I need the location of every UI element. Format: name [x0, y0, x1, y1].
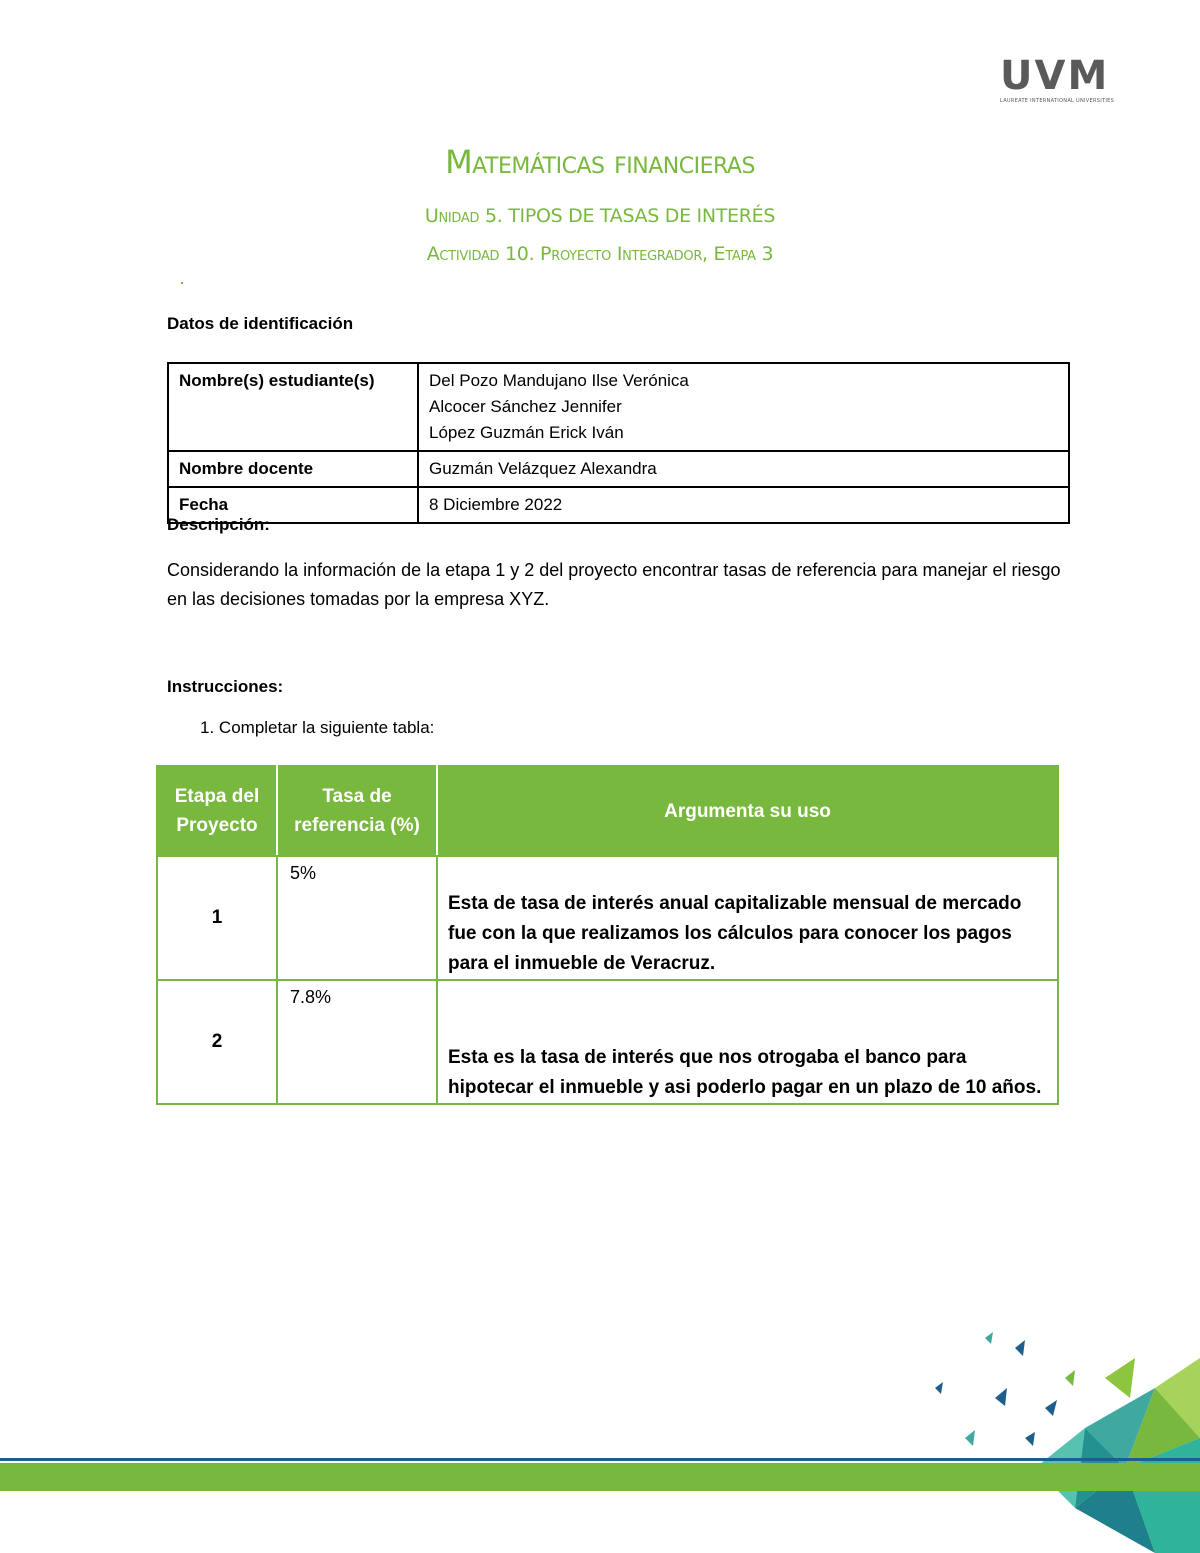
document-title: Matemáticas financieras — [445, 143, 755, 181]
argument-cell: Esta es la tasa de interés que nos otrogaba el banco para hipotecar el inmueble y asi poderlo pagar en un plazo de 10 años. — [437, 980, 1058, 1104]
teacher-value: Guzmán Velázquez Alexandra — [418, 451, 1069, 487]
date-row — [168, 487, 1069, 523]
decorative-dot — [181, 282, 183, 284]
argument-cell: Esta de tasa de interés anual capitalizable mensual de mercado fue con la que realizamos los cálculos para conocer los pagos para el inmueble de Veracruz. — [437, 856, 1058, 980]
polygon-shape — [1045, 1400, 1057, 1416]
student-name: Alcocer Sánchez Jennifer — [429, 397, 622, 416]
polygon-shape — [935, 1382, 943, 1394]
logo-wordmark: UVM — [1000, 53, 1110, 99]
date-value: 8 Diciembre 2022 — [418, 487, 1069, 523]
unit-subtitle: Unidad 5. TIPOS DE TASAS DE INTERÉS — [424, 205, 776, 227]
footer-green-bar — [0, 1463, 1200, 1491]
header-rate: Tasa de referencia (%) — [277, 766, 437, 856]
students-label: Nombre(s) estudiante(s) — [168, 363, 418, 451]
decorative-polygon-graphic — [925, 1318, 1200, 1553]
logo-tagline: LAUREATE INTERNATIONAL UNIVERSITIES — [1000, 98, 1115, 104]
uvm-logo — [1000, 53, 1122, 110]
rate-cell: 7.8% — [277, 980, 437, 1104]
polygon-shape — [965, 1430, 975, 1446]
description-heading: Descripción: — [167, 515, 270, 534]
date-label: Fecha — [168, 487, 418, 523]
polygon-shape — [1105, 1358, 1135, 1398]
polygon-shape — [1025, 1432, 1035, 1446]
table-header-row — [157, 766, 1058, 856]
rates-table — [156, 765, 1059, 1105]
rate-cell: 5% — [277, 856, 437, 980]
polygon-shape — [995, 1388, 1007, 1406]
activity-subtitle: Actividad 10. Proyecto Integrador, Etapa 3 — [426, 243, 774, 265]
header-stage: Etapa del Proyecto — [157, 766, 277, 856]
table-row — [157, 856, 1058, 980]
student-name: Del Pozo Mandujano Ilse Verónica — [429, 371, 689, 390]
students-row — [168, 363, 1069, 451]
polygon-shape — [985, 1332, 993, 1344]
header-argument: Argumenta su uso — [437, 766, 1058, 856]
teacher-label: Nombre docente — [168, 451, 418, 487]
stage-cell: 2 — [157, 980, 277, 1104]
students-cell — [418, 363, 1069, 451]
stage-cell: 1 — [157, 856, 277, 980]
list-number: 1. — [200, 718, 215, 737]
instructions-heading: Instrucciones: — [167, 677, 284, 696]
identification-table — [167, 362, 1070, 524]
instruction-item — [200, 718, 434, 738]
footer-blue-line — [0, 1458, 1200, 1461]
teacher-row — [168, 451, 1069, 487]
table-row — [157, 980, 1058, 1104]
list-text: Completar la siguiente tabla: — [218, 718, 435, 737]
polygon-shape — [1065, 1370, 1075, 1386]
description-text: Considerando la información de la etapa 1 y 2 del proyecto encontrar tasas de referencia para manejar el riesgo en las decisiones tomadas por la empresa XYZ. — [167, 560, 1061, 609]
student-name: López Guzmán Erick Iván — [429, 423, 624, 442]
polygon-shape — [1015, 1340, 1025, 1356]
identification-heading: Datos de identificación — [167, 314, 354, 333]
